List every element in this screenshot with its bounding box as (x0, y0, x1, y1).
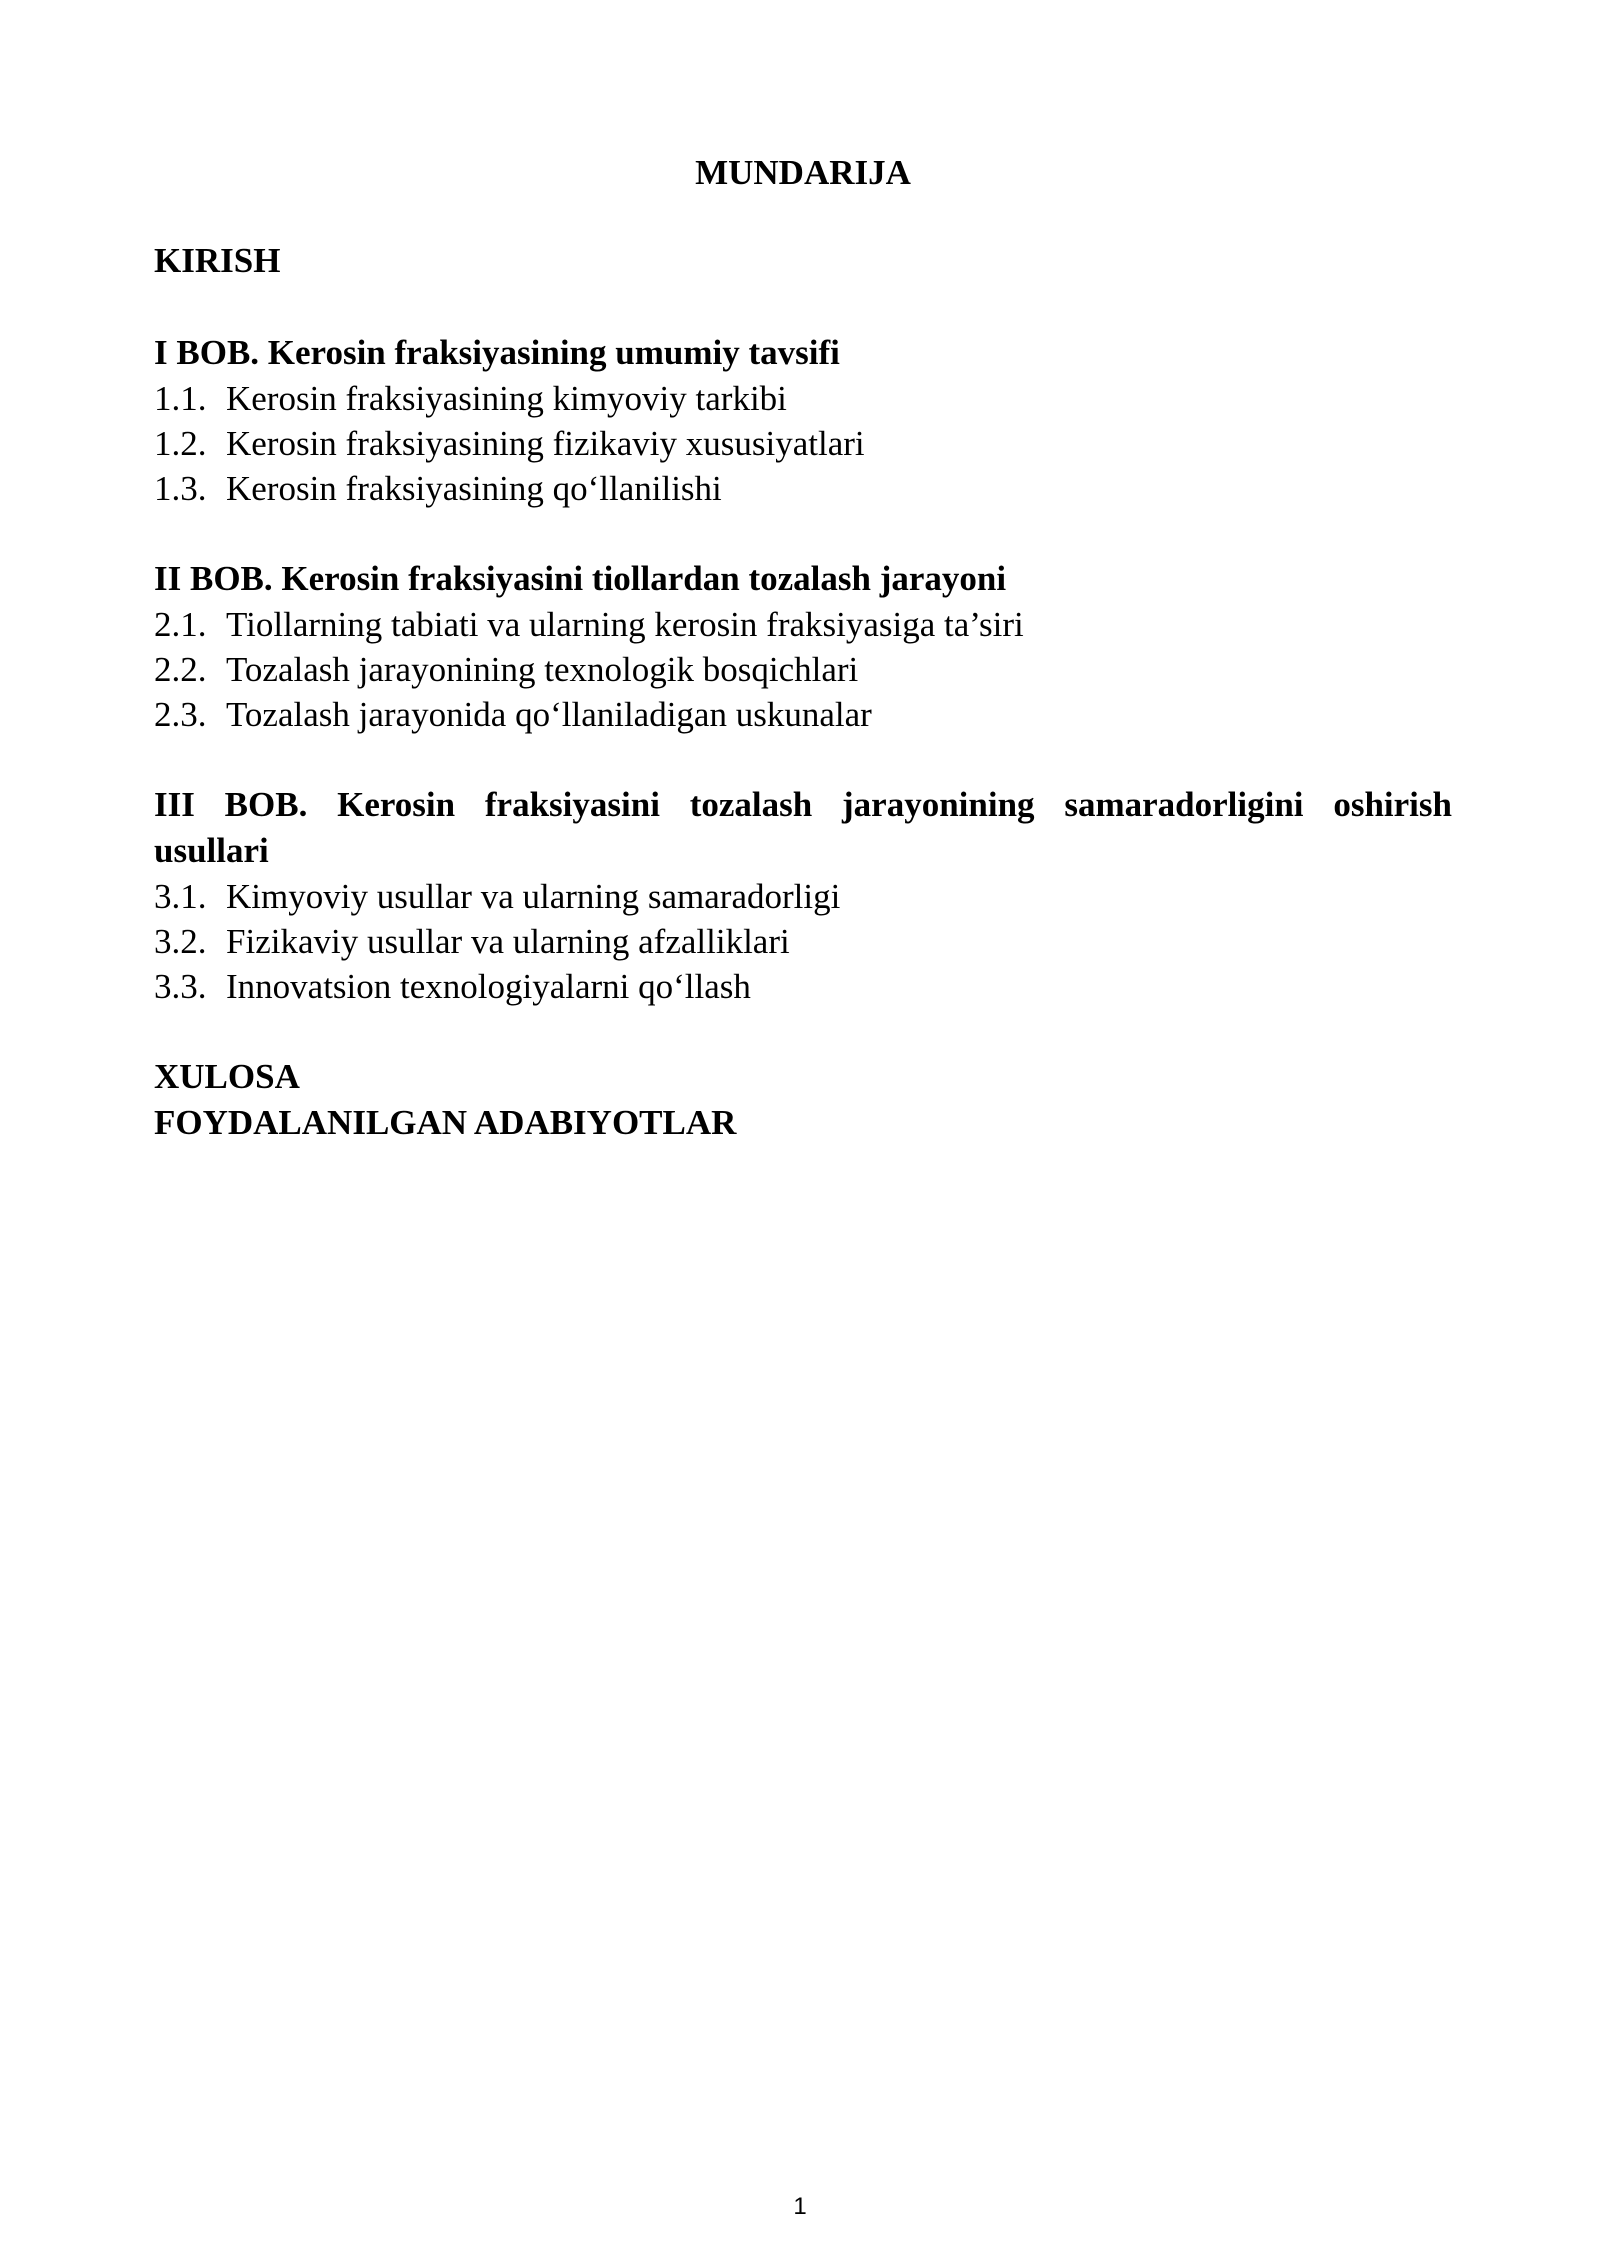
toc-item (154, 647, 1452, 692)
chapter-2-heading: II BOB. Kerosin fraksiyasini tiollardan tozalash jarayoni (154, 559, 1007, 598)
toc-item-number: 3.1. (154, 877, 207, 916)
toc-item-number: 3.2. (154, 922, 207, 961)
page-number: 1 (793, 2193, 807, 2220)
toc-item (154, 964, 1452, 1009)
spacer (154, 511, 1452, 556)
toc-item-text: Kimyoviy usullar va ularning samaradorligi (226, 877, 841, 916)
toc-item (154, 376, 1452, 421)
toc-intro: KIRISH (154, 241, 281, 280)
toc-item-text: Tozalash jarayonida qo‘llaniladigan uskunalar (226, 695, 872, 734)
toc-item-text: Kerosin fraksiyasining fizikaviy xususiyatlari (226, 424, 865, 463)
toc-item (154, 919, 1452, 964)
toc-references: FOYDALANILGAN ADABIYOTLAR (154, 1103, 737, 1142)
toc-item-number: 2.2. (154, 650, 207, 689)
toc-item (154, 466, 1452, 511)
toc-conclusion: XULOSA (154, 1057, 300, 1096)
toc-item (154, 602, 1452, 647)
toc-item-number: 3.3. (154, 967, 207, 1006)
toc-item-text: Tiollarning tabiati va ularning kerosin fraksiyasiga ta’siri (226, 605, 1024, 644)
toc-item-text: Kerosin fraksiyasining qo‘llanilishi (226, 469, 722, 508)
spacer (154, 1009, 1452, 1054)
toc-item-number: 1.3. (154, 469, 207, 508)
toc-item-text: Fizikaviy usullar va ularning afzalliklari (226, 922, 790, 961)
toc-item-text: Innovatsion texnologiyalarni qo‘llash (226, 967, 751, 1006)
table-of-contents (154, 150, 1452, 1146)
toc-item-number: 1.2. (154, 424, 207, 463)
chapter-1-heading: I BOB. Kerosin fraksiyasining umumiy tavsifi (154, 333, 840, 372)
toc-item-number: 2.1. (154, 605, 207, 644)
toc-item (154, 421, 1452, 466)
toc-item-text: Tozalash jarayonining texnologik bosqichlari (226, 650, 859, 689)
toc-item-number: 2.3. (154, 695, 207, 734)
chapter-3-heading: III BOB. Kerosin fraksiyasini tozalash jarayonining samaradorligini oshirish usullari (154, 785, 1452, 870)
spacer (154, 737, 1452, 782)
toc-item-text: Kerosin fraksiyasining kimyoviy tarkibi (226, 379, 787, 418)
page-title: MUNDARIJA (695, 153, 911, 192)
toc-item (154, 692, 1452, 737)
spacer (154, 284, 1452, 330)
toc-item (154, 874, 1452, 919)
toc-item-number: 1.1. (154, 379, 207, 418)
